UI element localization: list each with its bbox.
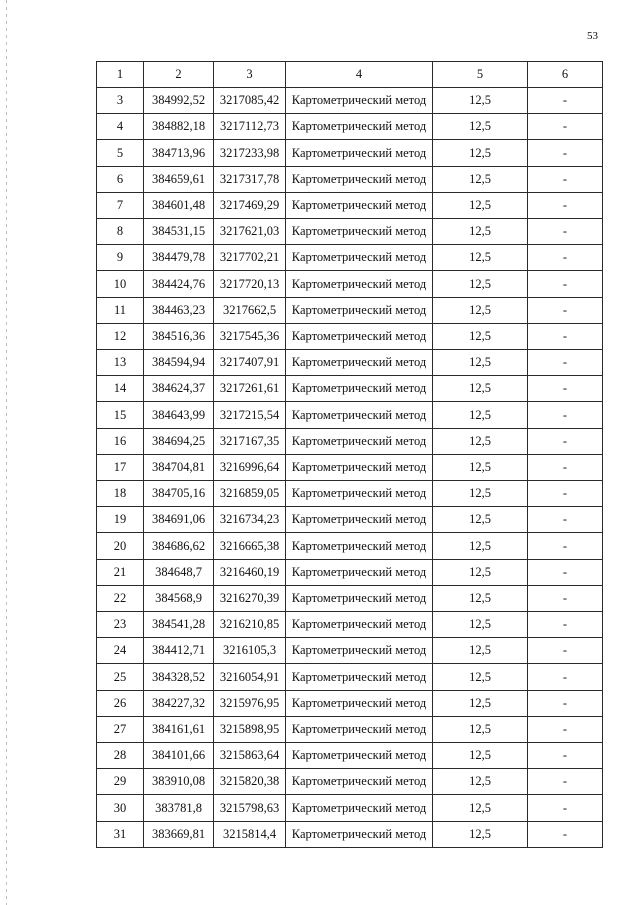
- table-cell: 12,5: [433, 743, 528, 769]
- table-cell: Картометрический метод: [286, 507, 433, 533]
- table-cell: Картометрический метод: [286, 166, 433, 192]
- table-row: [97, 376, 603, 402]
- table-cell: 9: [97, 245, 144, 271]
- table-cell: 3216859,05: [214, 481, 286, 507]
- table-cell: 384713,96: [144, 140, 214, 166]
- table-cell: 3216665,38: [214, 533, 286, 559]
- table-cell: Картометрический метод: [286, 271, 433, 297]
- table-body: [97, 88, 603, 848]
- table-cell: 3215820,38: [214, 769, 286, 795]
- table-cell: 10: [97, 271, 144, 297]
- table-row: [97, 769, 603, 795]
- table-row: [97, 481, 603, 507]
- table-row: [97, 166, 603, 192]
- table-cell: -: [528, 454, 603, 480]
- table-cell: 12,5: [433, 192, 528, 218]
- table-cell: 12,5: [433, 350, 528, 376]
- table-cell: 12,5: [433, 454, 528, 480]
- table-row: [97, 323, 603, 349]
- table-cell: Картометрический метод: [286, 454, 433, 480]
- table-cell: 12,5: [433, 428, 528, 454]
- table-cell: 3217261,61: [214, 376, 286, 402]
- table-cell: 384541,28: [144, 612, 214, 638]
- table-cell: Картометрический метод: [286, 612, 433, 638]
- table-cell: 384328,52: [144, 664, 214, 690]
- table-cell: 30: [97, 795, 144, 821]
- table-cell: 384648,7: [144, 559, 214, 585]
- table-cell: 12,5: [433, 559, 528, 585]
- table-row: [97, 507, 603, 533]
- table-row: [97, 559, 603, 585]
- table-cell: 21: [97, 559, 144, 585]
- table-cell: Картометрический метод: [286, 376, 433, 402]
- table-cell: 3217469,29: [214, 192, 286, 218]
- table-row: [97, 533, 603, 559]
- table-cell: 3216054,91: [214, 664, 286, 690]
- table-cell: -: [528, 481, 603, 507]
- table-cell: 384568,9: [144, 585, 214, 611]
- table-cell: -: [528, 192, 603, 218]
- table-cell: Картометрический метод: [286, 585, 433, 611]
- table-cell: Картометрический метод: [286, 716, 433, 742]
- table-cell: -: [528, 664, 603, 690]
- table-cell: Картометрический метод: [286, 219, 433, 245]
- table-cell: 3217317,78: [214, 166, 286, 192]
- table-cell: 384686,62: [144, 533, 214, 559]
- table-cell: 384882,18: [144, 114, 214, 140]
- table-cell: 3217702,21: [214, 245, 286, 271]
- table-cell: Картометрический метод: [286, 350, 433, 376]
- table-cell: 3216270,39: [214, 585, 286, 611]
- table-cell: 384479,78: [144, 245, 214, 271]
- table-cell: 12,5: [433, 481, 528, 507]
- header-cell: 3: [214, 62, 286, 88]
- table-cell: 12,5: [433, 88, 528, 114]
- table-cell: -: [528, 376, 603, 402]
- table-cell: 8: [97, 219, 144, 245]
- table-cell: 12,5: [433, 140, 528, 166]
- table-cell: Картометрический метод: [286, 743, 433, 769]
- table-cell: 27: [97, 716, 144, 742]
- table-cell: 17: [97, 454, 144, 480]
- table-cell: 3215976,95: [214, 690, 286, 716]
- table-cell: 12,5: [433, 402, 528, 428]
- table-cell: 15: [97, 402, 144, 428]
- table-cell: 5: [97, 140, 144, 166]
- table-cell: 384463,23: [144, 297, 214, 323]
- table-cell: 7: [97, 192, 144, 218]
- table-cell: 3217720,13: [214, 271, 286, 297]
- table-cell: -: [528, 166, 603, 192]
- table-cell: Картометрический метод: [286, 821, 433, 847]
- table-cell: 384227,32: [144, 690, 214, 716]
- table-cell: Картометрический метод: [286, 140, 433, 166]
- table-cell: 12,5: [433, 323, 528, 349]
- table-cell: 12,5: [433, 664, 528, 690]
- table-cell: -: [528, 114, 603, 140]
- table-cell: Картометрический метод: [286, 114, 433, 140]
- table-cell: 384412,71: [144, 638, 214, 664]
- table-row: [97, 795, 603, 821]
- table-cell: 11: [97, 297, 144, 323]
- table-cell: 384694,25: [144, 428, 214, 454]
- table-cell: Картометрический метод: [286, 245, 433, 271]
- table-cell: 384594,94: [144, 350, 214, 376]
- table-cell: 12,5: [433, 376, 528, 402]
- table-cell: 12,5: [433, 795, 528, 821]
- table-cell: 3215898,95: [214, 716, 286, 742]
- table-cell: 23: [97, 612, 144, 638]
- table-cell: -: [528, 795, 603, 821]
- table-row: [97, 140, 603, 166]
- table-cell: 3217085,42: [214, 88, 286, 114]
- table-cell: 3217621,03: [214, 219, 286, 245]
- table-cell: -: [528, 769, 603, 795]
- table-cell: 13: [97, 350, 144, 376]
- table-row: [97, 245, 603, 271]
- table-cell: 3217167,35: [214, 428, 286, 454]
- table-cell: -: [528, 533, 603, 559]
- table-row: [97, 612, 603, 638]
- table-cell: -: [528, 271, 603, 297]
- table-cell: 3217662,5: [214, 297, 286, 323]
- table-cell: -: [528, 219, 603, 245]
- table-cell: 6: [97, 166, 144, 192]
- header-cell: 4: [286, 62, 433, 88]
- table-cell: Картометрический метод: [286, 88, 433, 114]
- scan-left-edge: [6, 0, 7, 905]
- table-cell: 12,5: [433, 638, 528, 664]
- table-header-row: [97, 62, 603, 88]
- table-cell: 384424,76: [144, 271, 214, 297]
- table-cell: -: [528, 140, 603, 166]
- header-cell: 6: [528, 62, 603, 88]
- table-cell: 3215798,63: [214, 795, 286, 821]
- table-row: [97, 88, 603, 114]
- table-row: [97, 402, 603, 428]
- table-cell: -: [528, 585, 603, 611]
- table-cell: Картометрический метод: [286, 638, 433, 664]
- table-cell: 12,5: [433, 769, 528, 795]
- header-cell: 1: [97, 62, 144, 88]
- table-cell: -: [528, 88, 603, 114]
- table-cell: 3216734,23: [214, 507, 286, 533]
- table-cell: 12,5: [433, 219, 528, 245]
- table-cell: 12,5: [433, 114, 528, 140]
- table-cell: 4: [97, 114, 144, 140]
- table-row: [97, 350, 603, 376]
- table-cell: 12,5: [433, 507, 528, 533]
- coordinates-table: [96, 61, 603, 848]
- table-cell: 25: [97, 664, 144, 690]
- table-cell: 12: [97, 323, 144, 349]
- table-cell: -: [528, 297, 603, 323]
- table-cell: 12,5: [433, 245, 528, 271]
- table-cell: -: [528, 428, 603, 454]
- table-cell: Картометрический метод: [286, 664, 433, 690]
- header-cell: 5: [433, 62, 528, 88]
- table-row: [97, 664, 603, 690]
- table-cell: 3215814,4: [214, 821, 286, 847]
- table-cell: 22: [97, 585, 144, 611]
- table-cell: 3216460,19: [214, 559, 286, 585]
- table-row: [97, 585, 603, 611]
- table-cell: 3216105,3: [214, 638, 286, 664]
- table-cell: 3: [97, 88, 144, 114]
- table-row: [97, 638, 603, 664]
- table-cell: 12,5: [433, 297, 528, 323]
- table-cell: 384691,06: [144, 507, 214, 533]
- table-cell: 384659,61: [144, 166, 214, 192]
- table-cell: Картометрический метод: [286, 297, 433, 323]
- table-cell: Картометрический метод: [286, 192, 433, 218]
- table-row: [97, 743, 603, 769]
- table-cell: -: [528, 690, 603, 716]
- table-cell: -: [528, 743, 603, 769]
- table-cell: 3217112,73: [214, 114, 286, 140]
- table-cell: 14: [97, 376, 144, 402]
- table-cell: 12,5: [433, 271, 528, 297]
- table-cell: 12,5: [433, 690, 528, 716]
- table-cell: 384624,37: [144, 376, 214, 402]
- table-cell: 383669,81: [144, 821, 214, 847]
- table-cell: Картометрический метод: [286, 559, 433, 585]
- table-row: [97, 114, 603, 140]
- table-cell: 383910,08: [144, 769, 214, 795]
- table-row: [97, 219, 603, 245]
- table-cell: -: [528, 716, 603, 742]
- table-cell: 383781,8: [144, 795, 214, 821]
- table-row: [97, 428, 603, 454]
- table-cell: 24: [97, 638, 144, 664]
- table-cell: -: [528, 612, 603, 638]
- table-cell: 384992,52: [144, 88, 214, 114]
- table-cell: 384516,36: [144, 323, 214, 349]
- table-cell: 12,5: [433, 821, 528, 847]
- table-row: [97, 716, 603, 742]
- table-cell: Картометрический метод: [286, 323, 433, 349]
- table-cell: 3216210,85: [214, 612, 286, 638]
- table-cell: 19: [97, 507, 144, 533]
- table-cell: 384101,66: [144, 743, 214, 769]
- table-cell: Картометрический метод: [286, 428, 433, 454]
- table-cell: -: [528, 638, 603, 664]
- table-cell: 384601,48: [144, 192, 214, 218]
- table-row: [97, 271, 603, 297]
- table-cell: -: [528, 245, 603, 271]
- table-cell: 3217215,54: [214, 402, 286, 428]
- table-cell: 12,5: [433, 585, 528, 611]
- table-cell: 384704,81: [144, 454, 214, 480]
- table-row: [97, 690, 603, 716]
- header-cell: 2: [144, 62, 214, 88]
- table-cell: Картометрический метод: [286, 481, 433, 507]
- page-number: 53: [587, 30, 598, 42]
- table-cell: 18: [97, 481, 144, 507]
- table-cell: 384643,99: [144, 402, 214, 428]
- table-cell: 28: [97, 743, 144, 769]
- table-cell: -: [528, 559, 603, 585]
- table-cell: 29: [97, 769, 144, 795]
- table-cell: 384161,61: [144, 716, 214, 742]
- table-cell: 384705,16: [144, 481, 214, 507]
- table-cell: -: [528, 821, 603, 847]
- table-cell: 16: [97, 428, 144, 454]
- table-cell: 20: [97, 533, 144, 559]
- table-cell: 31: [97, 821, 144, 847]
- table-cell: 3217407,91: [214, 350, 286, 376]
- table-cell: Картометрический метод: [286, 533, 433, 559]
- table-cell: 26: [97, 690, 144, 716]
- table-row: [97, 454, 603, 480]
- table-cell: 3217545,36: [214, 323, 286, 349]
- table-cell: Картометрический метод: [286, 690, 433, 716]
- table-row: [97, 821, 603, 847]
- table-cell: 12,5: [433, 612, 528, 638]
- table-cell: 12,5: [433, 533, 528, 559]
- table-cell: Картометрический метод: [286, 795, 433, 821]
- table-cell: 12,5: [433, 166, 528, 192]
- table-cell: 3215863,64: [214, 743, 286, 769]
- table-cell: 3216996,64: [214, 454, 286, 480]
- table-cell: -: [528, 507, 603, 533]
- table-cell: -: [528, 323, 603, 349]
- table-row: [97, 192, 603, 218]
- table-cell: Картометрический метод: [286, 402, 433, 428]
- table-cell: -: [528, 350, 603, 376]
- table-cell: -: [528, 402, 603, 428]
- table-cell: 12,5: [433, 716, 528, 742]
- table-cell: Картометрический метод: [286, 769, 433, 795]
- table-cell: 384531,15: [144, 219, 214, 245]
- table-row: [97, 297, 603, 323]
- table-cell: 3217233,98: [214, 140, 286, 166]
